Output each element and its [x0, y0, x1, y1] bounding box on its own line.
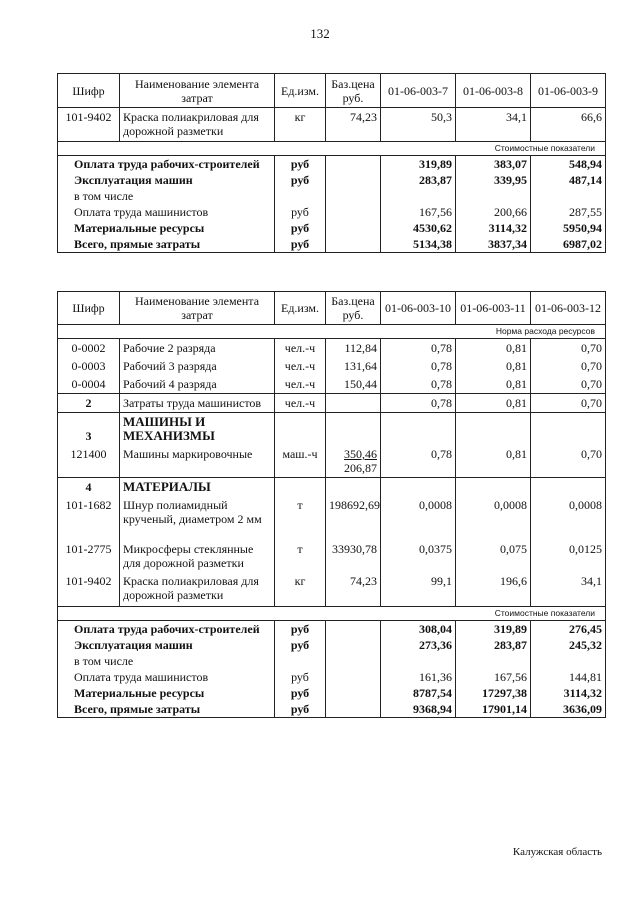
section-label: Норма расхода ресурсов — [58, 325, 606, 339]
summary-v2: 283,87 — [456, 637, 531, 653]
row-name: Машины маркировочные — [120, 445, 275, 478]
summary-v1: 161,36 — [381, 669, 456, 685]
cost-table-1 — [57, 73, 606, 253]
row-v3: 66,6 — [531, 108, 606, 142]
summary-unit: руб — [275, 669, 326, 685]
row-v2: 0,81 — [456, 339, 531, 358]
summary-unit: руб — [275, 685, 326, 701]
row-v3: 0,70 — [531, 357, 606, 375]
row-code: 0-0004 — [58, 375, 120, 394]
row-v2: 0,0008 — [456, 496, 531, 540]
summary-label: Всего, прямые затраты — [58, 701, 275, 718]
summary-v1: 167,56 — [381, 204, 456, 220]
header-col3: 01-06-003-12 — [531, 292, 606, 325]
row-code: 0-0002 — [58, 339, 120, 358]
summary-v1: 308,04 — [381, 620, 456, 637]
section-row — [58, 606, 606, 620]
page-number: 132 — [310, 26, 330, 41]
header-col1: 01-06-003-7 — [381, 74, 456, 108]
row-v3: 0,0125 — [531, 540, 606, 572]
row-name: Краска полиакриловая для дорожной разметки — [120, 572, 275, 606]
summary-v2: 319,89 — [456, 620, 531, 637]
row-v3: 0,70 — [531, 339, 606, 358]
row-v1: 50,3 — [381, 108, 456, 142]
summary-v3: 276,45 — [531, 620, 606, 637]
summary-unit: руб — [275, 156, 326, 173]
row-price: 150,44 — [326, 375, 381, 394]
summary-label: Оплата труда рабочих-строителей — [58, 156, 275, 173]
summary-v3: 3636,09 — [531, 701, 606, 718]
summary-row — [58, 701, 606, 718]
group-name: МАТЕРИАЛЫ — [120, 478, 275, 497]
table-row — [58, 394, 606, 413]
summary-v1: 4530,62 — [381, 220, 456, 236]
row-v1: 0,78 — [381, 357, 456, 375]
row-name: Краска полиакриловая для дорожной разметки — [120, 108, 275, 142]
summary-v3: 3114,32 — [531, 685, 606, 701]
row-price: 198692,69 — [326, 496, 381, 540]
summary-v3: 5950,94 — [531, 220, 606, 236]
row-unit: кг — [275, 108, 326, 142]
summary-row — [58, 653, 606, 669]
row-v1: 99,1 — [381, 572, 456, 606]
header-price: Баз.цена руб. — [326, 292, 381, 325]
summary-v2: 383,07 — [456, 156, 531, 173]
group-name: МАШИНЫ И МЕХАНИЗМЫ — [120, 413, 275, 446]
summary-unit: руб — [275, 220, 326, 236]
table-header — [58, 74, 606, 108]
header-unit: Ед.изм. — [275, 292, 326, 325]
row-unit: чел.-ч — [275, 339, 326, 358]
header-unit: Ед.изм. — [275, 74, 326, 108]
summary-row — [58, 637, 606, 653]
table-row — [58, 357, 606, 375]
table-row — [58, 572, 606, 606]
summary-row — [58, 620, 606, 637]
row-unit: т — [275, 496, 326, 540]
table-row — [58, 496, 606, 540]
row-v1: 0,78 — [381, 394, 456, 413]
section-label: Стоимостные показатели — [58, 606, 606, 620]
summary-v1: 273,36 — [381, 637, 456, 653]
row-price — [326, 445, 381, 478]
row-code: 101-2775 — [58, 540, 120, 572]
header-name: Наименование элемента затрат — [120, 74, 275, 108]
summary-label: Материальные ресурсы — [58, 220, 275, 236]
summary-label: Всего, прямые затраты — [58, 236, 275, 253]
row-name: Рабочие 2 разряда — [120, 339, 275, 358]
summary-row — [58, 156, 606, 173]
summary-v2: 17297,38 — [456, 685, 531, 701]
summary-v1: 8787,54 — [381, 685, 456, 701]
table-header — [58, 292, 606, 325]
summary-label: в том числе — [58, 653, 275, 669]
row-code: 101-9402 — [58, 108, 120, 142]
row-name: Шнур полиамидный крученый, диаметром 2 мм — [120, 496, 275, 540]
row-v1: 0,0008 — [381, 496, 456, 540]
summary-v1: 319,89 — [381, 156, 456, 173]
cost-table-2 — [57, 291, 606, 718]
table-row — [58, 375, 606, 394]
section-label: Стоимостные показатели — [58, 142, 606, 156]
summary-label: Оплата труда рабочих-строителей — [58, 620, 275, 637]
summary-unit: руб — [275, 236, 326, 253]
row-code: 121400 — [58, 445, 120, 478]
row-v2: 0,075 — [456, 540, 531, 572]
group-code: 2 — [58, 394, 120, 413]
row-v2: 0,81 — [456, 445, 531, 478]
row-v2: 0,81 — [456, 375, 531, 394]
price-old: 350,46 — [344, 447, 377, 461]
summary-v2: 17901,14 — [456, 701, 531, 718]
table-row — [58, 540, 606, 572]
section-row — [58, 142, 606, 156]
row-name: Рабочий 3 разряда — [120, 357, 275, 375]
header-code: Шифр — [58, 74, 120, 108]
header-col1: 01-06-003-10 — [381, 292, 456, 325]
row-v2: 0,81 — [456, 394, 531, 413]
table-row — [58, 445, 606, 478]
summary-v3: 548,94 — [531, 156, 606, 173]
row-unit: чел.-ч — [275, 357, 326, 375]
group-code: 4 — [58, 478, 120, 497]
header-price: Баз.цена руб. — [326, 74, 381, 108]
summary-label: Эксплуатация машин — [58, 637, 275, 653]
table-row — [58, 478, 606, 497]
summary-label: Материальные ресурсы — [58, 685, 275, 701]
header-col2: 01-06-003-11 — [456, 292, 531, 325]
row-unit: чел.-ч — [275, 394, 326, 413]
summary-unit: руб — [275, 204, 326, 220]
row-code: 101-1682 — [58, 496, 120, 540]
row-v1: 0,78 — [381, 339, 456, 358]
row-v2: 34,1 — [456, 108, 531, 142]
summary-v3: 287,55 — [531, 204, 606, 220]
row-name: Микросферы стеклянные для дорожной разметки — [120, 540, 275, 572]
header-name: Наименование элемента затрат — [120, 292, 275, 325]
row-v2: 0,81 — [456, 357, 531, 375]
summary-v2: 167,56 — [456, 669, 531, 685]
row-price: 112,84 — [326, 339, 381, 358]
summary-v3: 6987,02 — [531, 236, 606, 253]
price-new: 206,87 — [344, 461, 377, 475]
section-row — [58, 325, 606, 339]
table-row — [58, 339, 606, 358]
row-unit: т — [275, 540, 326, 572]
summary-v3: 245,32 — [531, 637, 606, 653]
row-price: 131,64 — [326, 357, 381, 375]
summary-label: Эксплуатация машин — [58, 172, 275, 188]
row-unit: чел.-ч — [275, 375, 326, 394]
summary-label: Оплата труда машинистов — [58, 669, 275, 685]
row-v3: 0,0008 — [531, 496, 606, 540]
summary-row — [58, 172, 606, 188]
summary-row — [58, 669, 606, 685]
table-row — [58, 413, 606, 446]
row-v3: 0,70 — [531, 375, 606, 394]
header-col3: 01-06-003-9 — [531, 74, 606, 108]
row-unit: маш.-ч — [275, 445, 326, 478]
row-v3: 34,1 — [531, 572, 606, 606]
row-name: Рабочий 4 разряда — [120, 375, 275, 394]
summary-v2: 3114,32 — [456, 220, 531, 236]
summary-row — [58, 220, 606, 236]
summary-unit: руб — [275, 637, 326, 653]
summary-v2: 3837,34 — [456, 236, 531, 253]
row-v1: 0,78 — [381, 445, 456, 478]
summary-row — [58, 685, 606, 701]
row-unit: кг — [275, 572, 326, 606]
summary-v1: 5134,38 — [381, 236, 456, 253]
summary-v1: 283,87 — [381, 172, 456, 188]
summary-v2: 200,66 — [456, 204, 531, 220]
row-code: 101-9402 — [58, 572, 120, 606]
summary-label: Оплата труда машинистов — [58, 204, 275, 220]
summary-unit: руб — [275, 701, 326, 718]
row-v3: 0,70 — [531, 394, 606, 413]
summary-row — [58, 188, 606, 204]
header-col2: 01-06-003-8 — [456, 74, 531, 108]
row-price: 74,23 — [326, 572, 381, 606]
group-code: 3 — [58, 413, 120, 446]
row-v3: 0,70 — [531, 445, 606, 478]
summary-v2: 339,95 — [456, 172, 531, 188]
row-price: 74,23 — [326, 108, 381, 142]
summary-unit: руб — [275, 620, 326, 637]
header-code: Шифр — [58, 292, 120, 325]
region-footer: Калужская область — [512, 846, 602, 858]
row-v1: 0,0375 — [381, 540, 456, 572]
summary-row — [58, 204, 606, 220]
row-v1: 0,78 — [381, 375, 456, 394]
row-code: 0-0003 — [58, 357, 120, 375]
row-v2: 196,6 — [456, 572, 531, 606]
summary-v1: 9368,94 — [381, 701, 456, 718]
table-row — [58, 108, 606, 142]
group-name: Затраты труда машинистов — [120, 394, 275, 413]
summary-row — [58, 236, 606, 253]
summary-unit: руб — [275, 172, 326, 188]
summary-v3: 144,81 — [531, 669, 606, 685]
summary-v3: 487,14 — [531, 172, 606, 188]
summary-label: в том числе — [58, 188, 275, 204]
row-price: 33930,78 — [326, 540, 381, 572]
